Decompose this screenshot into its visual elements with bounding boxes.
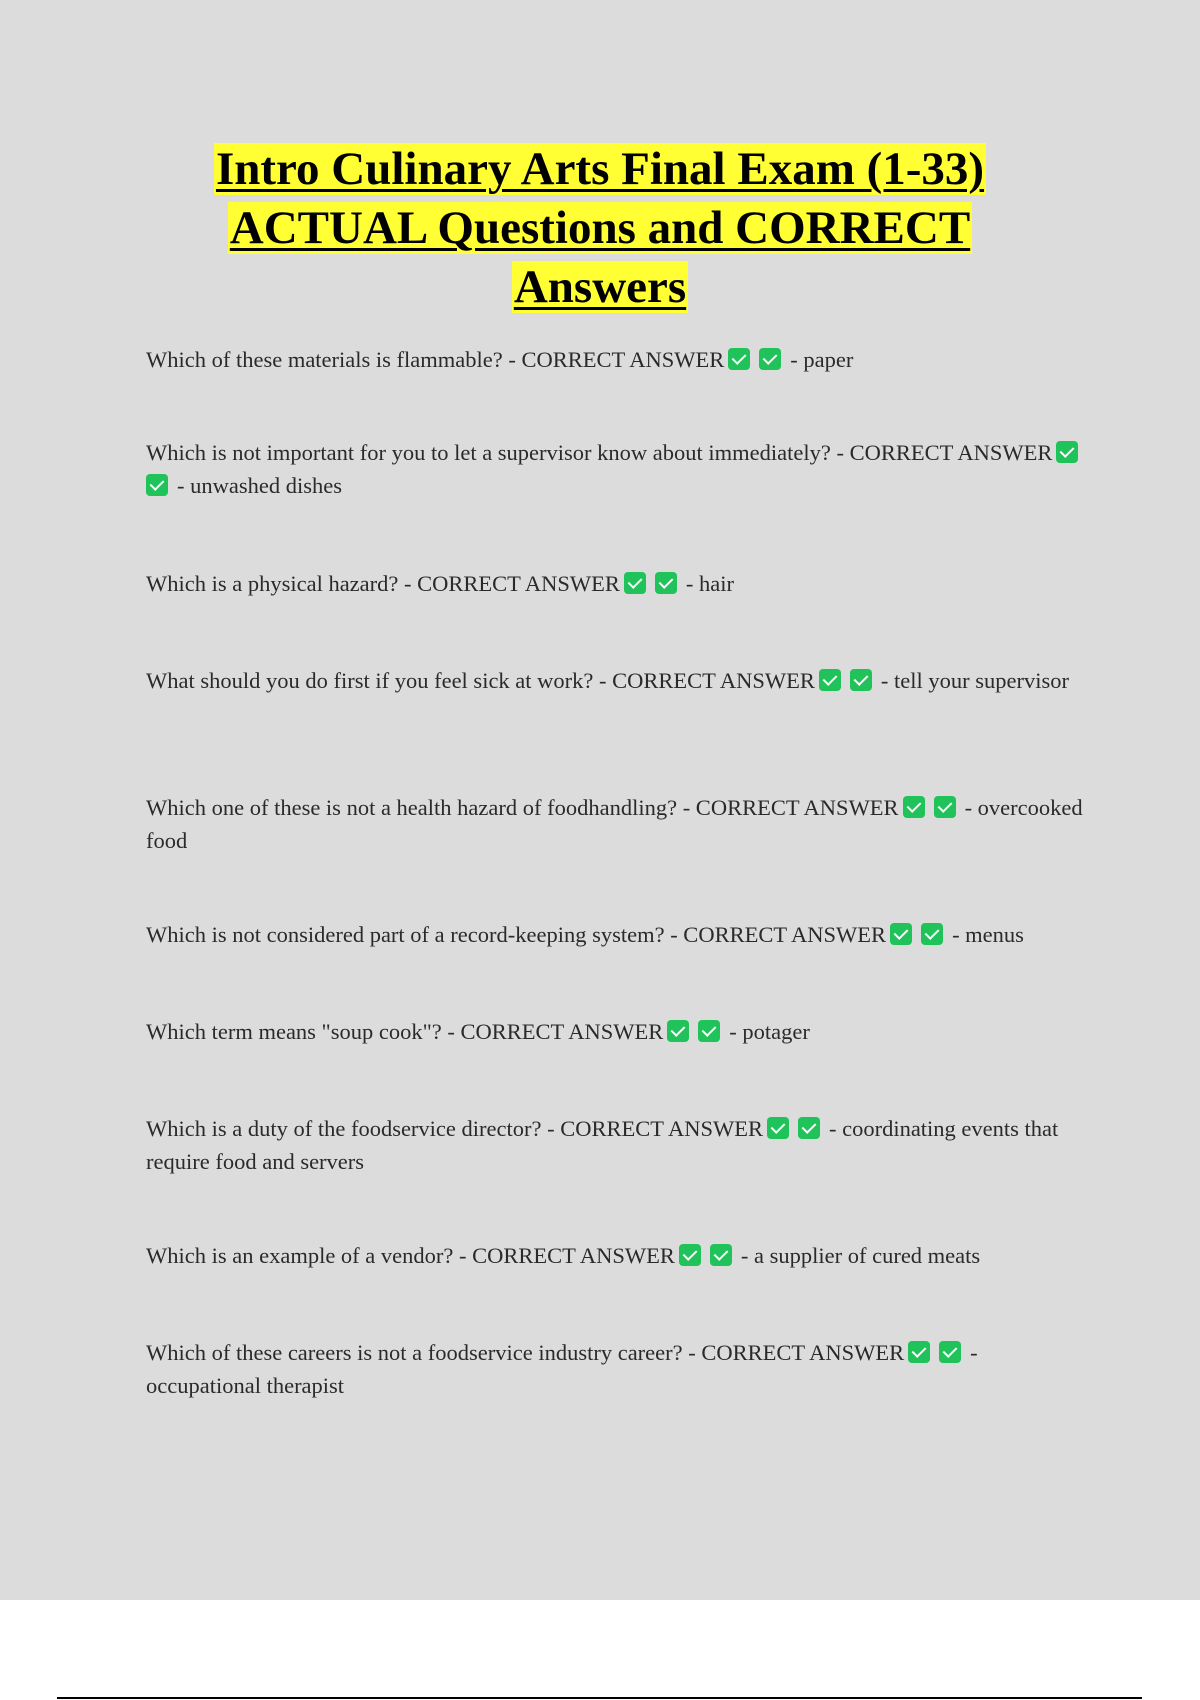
check-mark-icon xyxy=(767,1117,789,1139)
qa-item xyxy=(146,436,1096,502)
qa-item xyxy=(146,1239,1096,1272)
check-mark-icon xyxy=(850,669,872,691)
qa-item xyxy=(146,664,1096,697)
check-mark-icon xyxy=(679,1244,701,1266)
check-mark-icon xyxy=(728,348,750,370)
question-text: What should you do first if you feel sick at work? - CORRECT ANSWER xyxy=(146,668,815,693)
check-mark-icon xyxy=(698,1020,720,1042)
question-text: Which one of these is not a health hazard of foodhandling? - CORRECT ANSWER xyxy=(146,795,899,820)
check-mark-icon xyxy=(798,1117,820,1139)
question-text: Which is not considered part of a record-keeping system? - CORRECT ANSWER xyxy=(146,922,887,947)
check-mark-icon xyxy=(655,572,677,594)
title-line-2: ACTUAL Questions and CORRECT xyxy=(229,202,971,254)
answer-text: - unwashed dishes xyxy=(177,473,342,498)
title-line-1: Intro Culinary Arts Final Exam (1-33) xyxy=(215,143,985,195)
question-text: Which is a physical hazard? - CORRECT ANSWER xyxy=(146,571,620,596)
qa-item xyxy=(146,343,1096,376)
document-title xyxy=(100,140,1100,317)
footer-divider xyxy=(57,1697,1142,1699)
check-mark-icon xyxy=(819,669,841,691)
check-mark-icon xyxy=(1056,441,1078,463)
check-mark-icon xyxy=(921,923,943,945)
question-text: Which of these materials is flammable? - CORRECT ANSWER xyxy=(146,347,725,372)
question-text: Which term means "soup cook"? - CORRECT ANSWER xyxy=(146,1019,664,1044)
qa-item xyxy=(146,1336,1096,1402)
title-line-3: Answers xyxy=(513,261,687,313)
check-mark-icon xyxy=(759,348,781,370)
qa-item xyxy=(146,1112,1096,1178)
check-mark-icon xyxy=(624,572,646,594)
question-text: Which of these careers is not a foodservice industry career? - CORRECT ANSWER xyxy=(146,1340,905,1365)
answer-text: - hair xyxy=(685,571,734,596)
answer-text: - paper xyxy=(790,347,854,372)
question-text: Which is a duty of the foodservice director? - CORRECT ANSWER xyxy=(146,1116,763,1141)
answer-text: - menus xyxy=(952,922,1024,947)
question-text: Which is not important for you to let a supervisor know about immediately? - CORRECT ANSWER xyxy=(146,440,1053,465)
answer-text: - a supplier of cured meats xyxy=(740,1243,981,1268)
answer-text: - coordinating events that require food and servers xyxy=(146,1116,1059,1174)
check-mark-icon xyxy=(939,1341,961,1363)
answer-text: - potager xyxy=(729,1019,810,1044)
check-mark-icon xyxy=(908,1341,930,1363)
qa-item xyxy=(146,918,1096,951)
check-mark-icon xyxy=(890,923,912,945)
check-mark-icon xyxy=(934,796,956,818)
qa-item xyxy=(146,1015,1096,1048)
question-text: Which is an example of a vendor? - CORRECT ANSWER xyxy=(146,1243,675,1268)
check-mark-icon xyxy=(710,1244,732,1266)
qa-item xyxy=(146,791,1096,857)
answer-text: - occupational therapist xyxy=(146,1340,978,1398)
check-mark-icon xyxy=(146,474,168,496)
qa-item xyxy=(146,567,1096,600)
answer-text: - overcooked food xyxy=(146,795,1083,853)
check-mark-icon xyxy=(667,1020,689,1042)
answer-text: - tell your supervisor xyxy=(880,668,1069,693)
check-mark-icon xyxy=(903,796,925,818)
